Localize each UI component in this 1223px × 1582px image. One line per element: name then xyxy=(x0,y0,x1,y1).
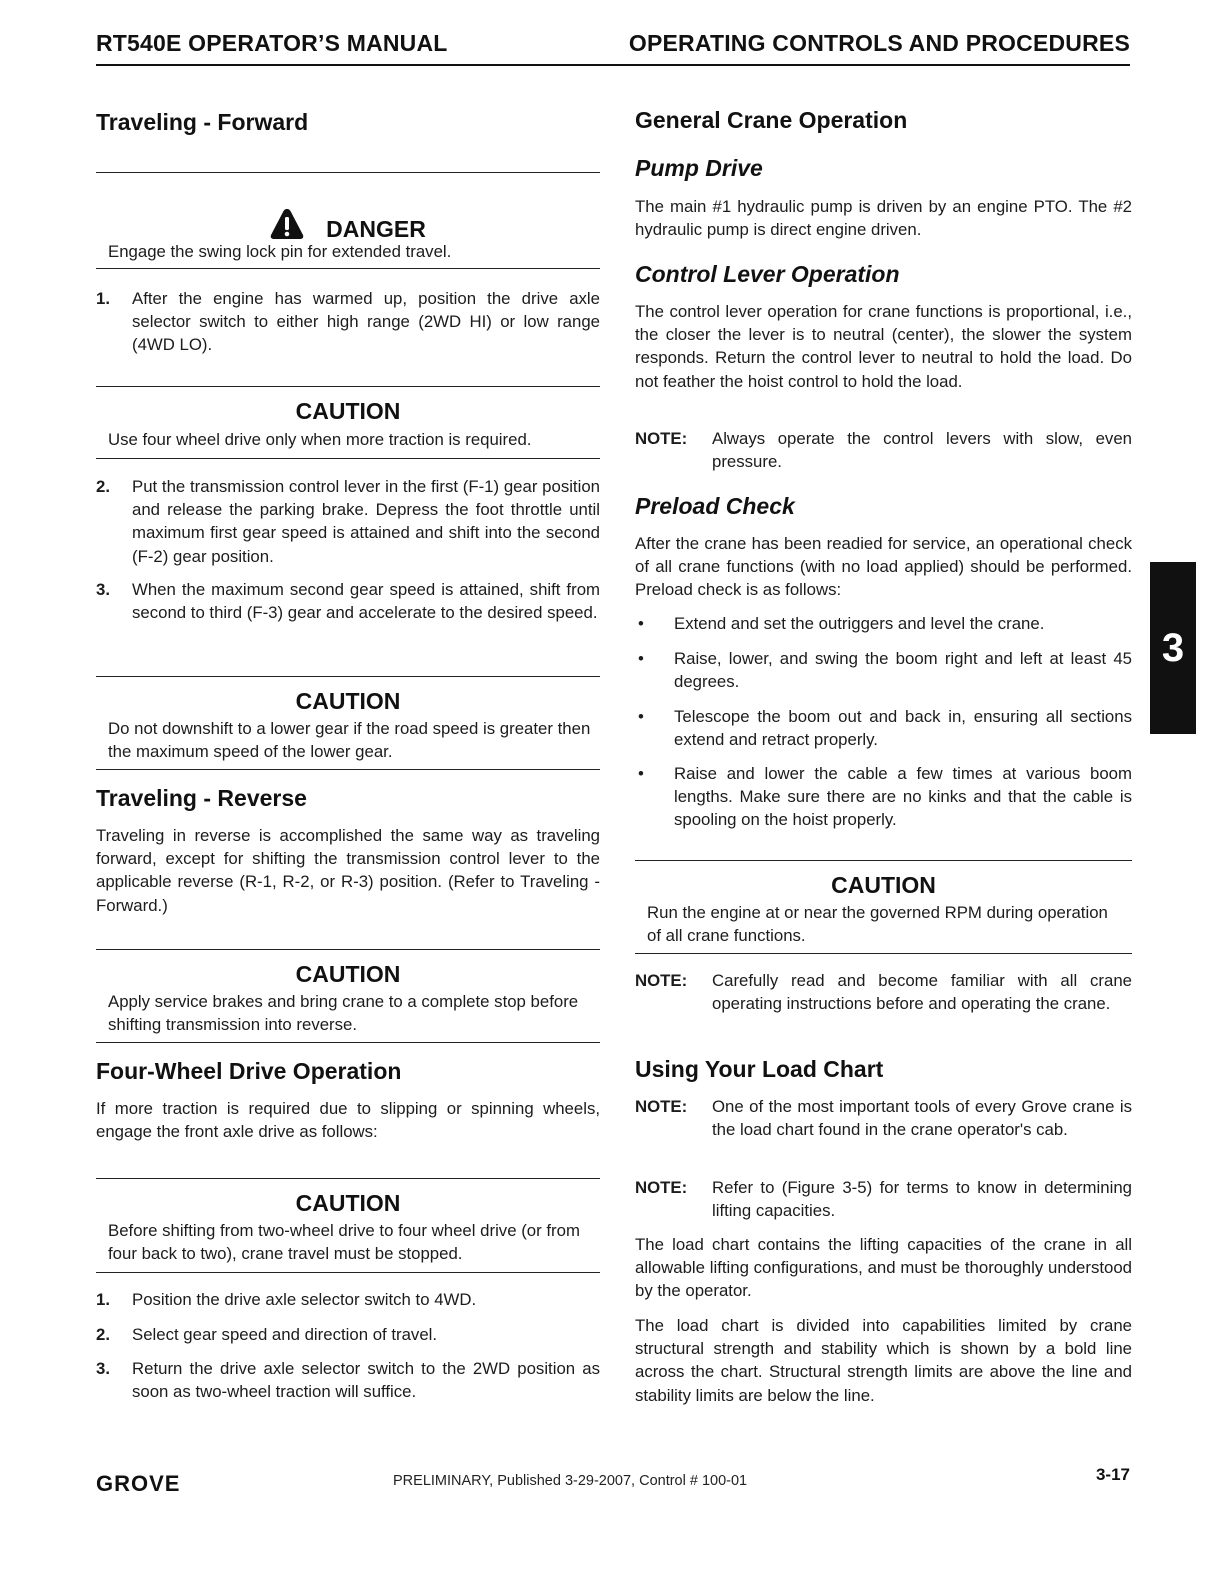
step-text: Select gear speed and direction of travel. xyxy=(132,1325,438,1344)
heading-traveling-reverse: Traveling - Reverse xyxy=(96,785,307,811)
fourwd-step-2 xyxy=(96,1323,600,1346)
caution-text: Before shifting from two-wheel drive to four wheel drive (or from four back to two), crane travel must be stopped. xyxy=(108,1221,580,1264)
caution-bottom-rule xyxy=(96,769,600,770)
caution-text: Use four wheel drive only when more traction is required. xyxy=(108,430,532,449)
section-tab xyxy=(1150,562,1196,734)
footer-publication-info: PRELIMINARY, Published 3-29-2007, Control # 100-01 xyxy=(393,1473,748,1489)
caution-bottom-rule xyxy=(635,953,1132,954)
forward-step-1 xyxy=(96,287,600,357)
caution-top-rule xyxy=(635,860,1132,861)
caution-title: CAUTION xyxy=(295,1190,401,1216)
header-rule xyxy=(96,64,1130,66)
caution-bottom-rule xyxy=(96,1042,600,1043)
caution-title: CAUTION xyxy=(295,398,401,424)
step-number: 3. xyxy=(96,580,110,599)
grove-logo: GROVE xyxy=(96,1471,181,1496)
caution-text: Do not downshift to a lower gear if the road speed is greater then the maximum speed of the lower gear. xyxy=(108,719,591,762)
danger-title: DANGER xyxy=(326,216,426,242)
caution-title: CAUTION xyxy=(295,688,401,714)
section-tab-number: 3 xyxy=(1161,626,1185,670)
note-text: Always operate the control levers with slow, even pressure. xyxy=(712,429,1132,472)
caution-text: Run the engine at or near the governed RPM during operation of all crane functions. xyxy=(647,903,1108,946)
step-number: 1. xyxy=(96,289,110,308)
bullet-text: Telescope the boom out and back in, ensuring all sections extend and retract properly. xyxy=(674,707,1132,750)
caution-title: CAUTION xyxy=(831,872,936,898)
pump-paragraph: The main #1 hydraulic pump is driven by an engine PTO. The #2 hydraulic pump is direct engine driven. xyxy=(635,197,1132,240)
loadchart-note-2 xyxy=(635,1176,1132,1222)
bullet-marker: • xyxy=(638,707,644,726)
forward-step-3 xyxy=(96,578,600,624)
danger-title-row xyxy=(96,208,600,243)
caution-text: Apply service brakes and bring crane to a complete stop before shifting transmission into reverse. xyxy=(108,992,579,1035)
bullet-text: Extend and set the outriggers and level the crane. xyxy=(674,614,1045,633)
forward-step-2 xyxy=(96,475,600,568)
danger-bottom-rule xyxy=(96,268,600,269)
step-text: Return the drive axle selector switch to the 2WD position as soon as two-wheel traction will suffice. xyxy=(132,1359,600,1402)
caution-title: CAUTION xyxy=(295,961,401,987)
note-label: NOTE: xyxy=(635,1097,688,1116)
heading-control-lever-operation: Control Lever Operation xyxy=(635,261,900,287)
bullet-marker: • xyxy=(638,649,644,668)
fourwd-paragraph: If more traction is required due to slipping or spinning wheels, engage the front axle drive as follows: xyxy=(96,1099,600,1142)
note-text: Refer to (Figure 3-5) for terms to know in determining lifting capacities. xyxy=(712,1178,1132,1221)
operate-note xyxy=(635,969,1132,1015)
warning-triangle-icon xyxy=(270,208,304,240)
bullet-marker: • xyxy=(638,764,644,783)
bullet-text: Raise and lower the cable a few times at various boom lengths. Make sure there are no kinks and that the cable is spooling on the hoist properly. xyxy=(674,764,1132,830)
danger-top-rule xyxy=(96,172,600,173)
caution-top-rule xyxy=(96,386,600,387)
preload-bullet xyxy=(635,762,1132,832)
step-text: When the maximum second gear speed is attained, shift from second to third (F-3) gear and accelerate to the desired speed. xyxy=(132,580,600,623)
heading-traveling-forward: Traveling - Forward xyxy=(96,109,309,135)
caution-bottom-rule xyxy=(96,458,600,459)
lever-note xyxy=(635,427,1132,473)
preload-bullet xyxy=(635,647,1132,693)
heading-preload-check: Preload Check xyxy=(635,493,795,519)
caution-top-rule xyxy=(96,676,600,677)
page-number: 3-17 xyxy=(1095,1465,1130,1484)
danger-text: Engage the swing lock pin for extended travel. xyxy=(108,242,452,261)
preload-bullet xyxy=(635,612,1132,635)
step-text: Position the drive axle selector switch to 4WD. xyxy=(132,1290,477,1309)
lever-paragraph: The control lever operation for crane functions is proportional, i.e., the closer the lever is to neutral (center), the slower the system responds. Return the control lever to neutral to hold the load. Do not feather the hoist control to hold the load. xyxy=(635,302,1132,391)
bullet-text: Raise, lower, and swing the boom right and left at least 45 degrees. xyxy=(674,649,1132,692)
bullet-marker: • xyxy=(638,614,644,633)
step-text: Put the transmission control lever in the first (F-1) gear position and release the parking brake. Depress the foot throttle until maximum first gear speed is attained and shift into the second (F-2) gear position. xyxy=(132,477,600,566)
header-section-title: OPERATING CONTROLS AND PROCEDURES xyxy=(628,30,1130,56)
caution-bottom-rule xyxy=(96,1272,600,1273)
heading-four-wheel-drive: Four-Wheel Drive Operation xyxy=(96,1058,402,1084)
loadchart-note-1 xyxy=(635,1095,1132,1141)
step-number: 1. xyxy=(96,1290,110,1309)
preload-paragraph: After the crane has been readied for service, an operational check of all crane functions (with no load applied) should be performed. Preload check is as follows: xyxy=(635,534,1132,600)
step-text: After the engine has warmed up, position the drive axle selector switch to either high range (2WD HI) or low range (4WD LO). xyxy=(132,289,600,355)
reverse-paragraph: Traveling in reverse is accomplished the same way as traveling forward, except for shifting the transmission control lever to the applicable reverse (R-1, R-2, or R-3) position. (Refer to Traveling - Forward.) xyxy=(96,826,600,915)
note-label: NOTE: xyxy=(635,1178,688,1197)
heading-general-crane-operation: General Crane Operation xyxy=(635,107,908,133)
header-manual-title: RT540E OPERATOR’S MANUAL xyxy=(96,30,448,56)
heading-using-your-load-chart: Using Your Load Chart xyxy=(635,1056,884,1082)
loadchart-paragraph-1: The load chart contains the lifting capacities of the crane in all allowable lifting configurations, and must be thoroughly understood by the operator. xyxy=(635,1235,1132,1301)
fourwd-step-3 xyxy=(96,1357,600,1403)
preload-bullet xyxy=(635,705,1132,751)
fourwd-step-1 xyxy=(96,1288,600,1311)
caution-top-rule xyxy=(96,949,600,950)
note-label: NOTE: xyxy=(635,971,688,990)
note-text: One of the most important tools of every Grove crane is the load chart found in the crane operator's cab. xyxy=(712,1097,1132,1140)
heading-pump-drive: Pump Drive xyxy=(635,155,763,181)
step-number: 2. xyxy=(96,477,110,496)
step-number: 3. xyxy=(96,1359,110,1378)
note-text: Carefully read and become familiar with all crane operating instructions before and operating the crane. xyxy=(712,971,1132,1014)
step-number: 2. xyxy=(96,1325,110,1344)
caution-top-rule xyxy=(96,1178,600,1179)
note-label: NOTE: xyxy=(635,429,688,448)
loadchart-paragraph-2: The load chart is divided into capabilities limited by crane structural strength and stability which is shown by a bold line across the chart. Structural strength limits are above the line and stability limits are below the line. xyxy=(635,1316,1132,1405)
